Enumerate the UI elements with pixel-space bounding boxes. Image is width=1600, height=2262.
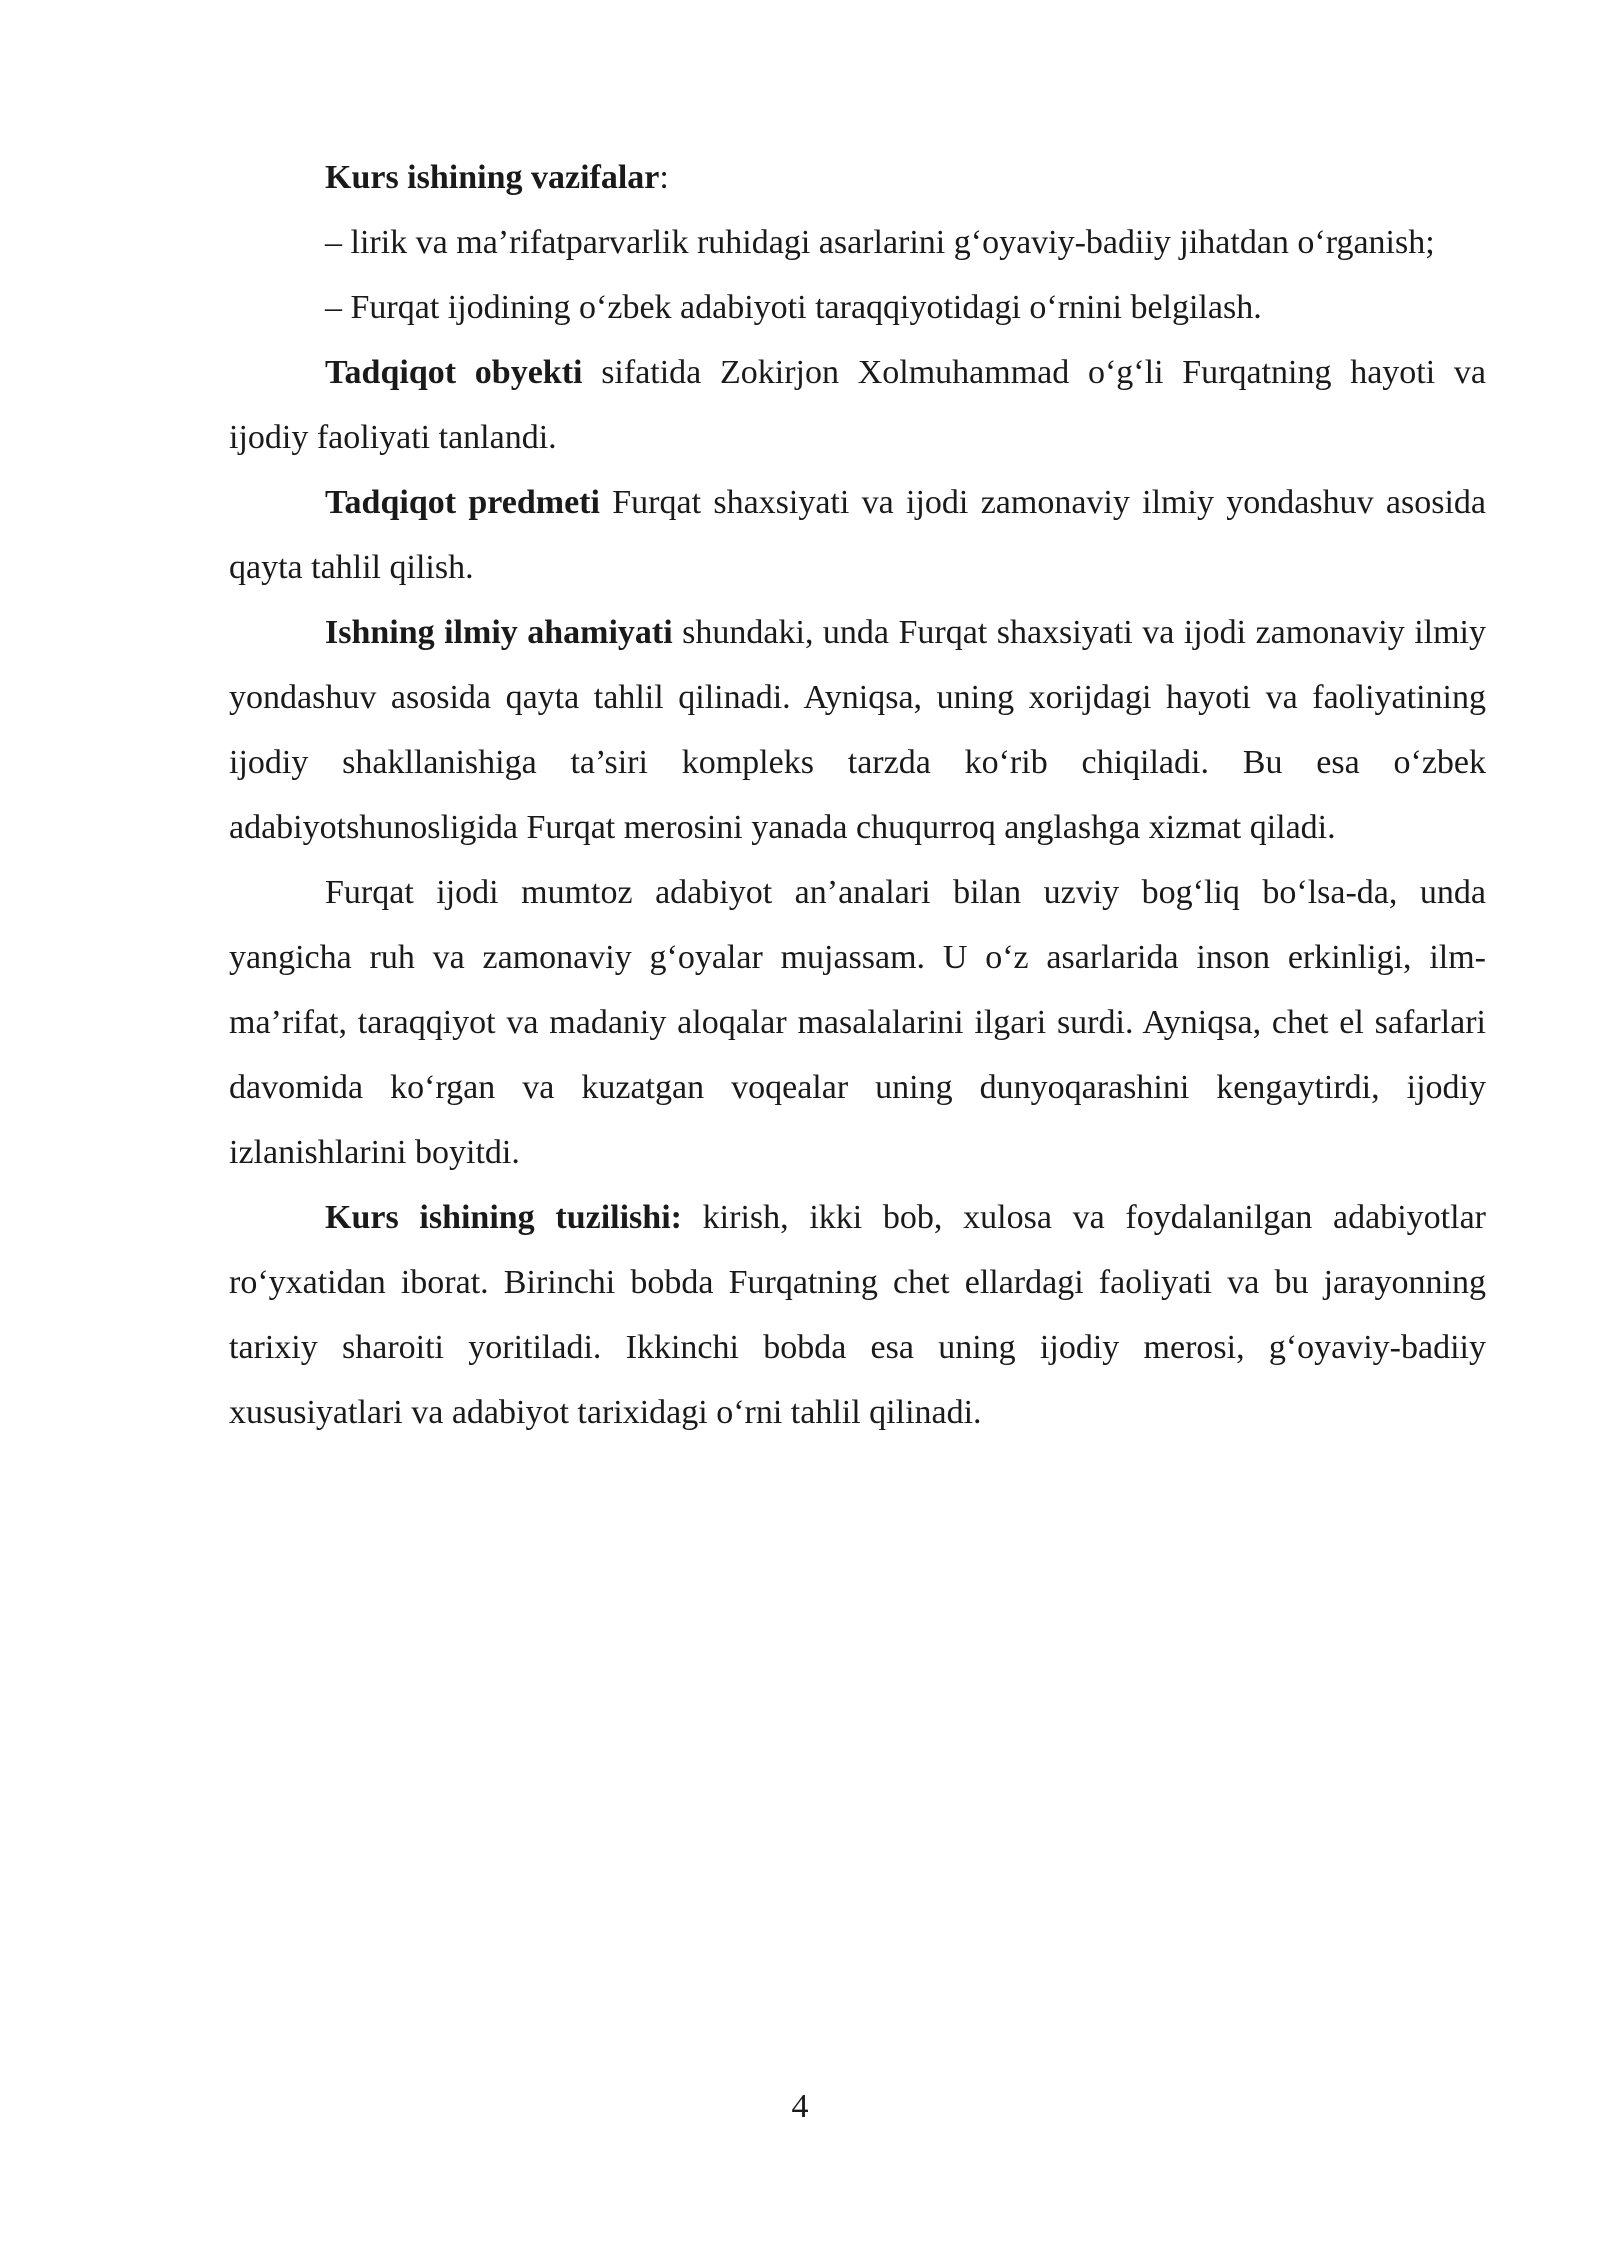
structure-label: Kurs ishining tuzilishi: <box>325 1199 682 1236</box>
research-subject-label: Tadqiqot predmeti <box>325 484 600 521</box>
structure-paragraph <box>229 1185 1486 1445</box>
research-object-paragraph <box>229 340 1486 470</box>
page-body <box>229 145 1486 1445</box>
scientific-significance-paragraph <box>229 600 1486 860</box>
structure-text: kirish, ikki bob, xulosa va foydalanilgan adabiyotlar ro‘yxatidan iborat. Birinchi bobda Furqatning chet ellardagi faoliyati va bu jarayonning tarixiy sharoiti yoritiladi. Ikkinchi bobda esa uning ijodiy merosi, g‘oyaviy-badiiy xususiyatlari va adabiyot tarixidagi o‘rni tahlil qilinadi. <box>229 1199 1486 1431</box>
tasks-heading-paragraph <box>229 145 1486 210</box>
page-number: 4 <box>791 2088 809 2125</box>
research-object-text: sifatida Zokirjon Xolmuhammad o‘g‘li Furqatning hayoti va ijodiy faoliyati tanlandi. <box>229 354 1486 456</box>
tasks-heading-colon: : <box>659 159 669 196</box>
scientific-significance-label: Ishning ilmiy ahamiyati <box>325 614 673 651</box>
scientific-significance-text: shundaki, unda Furqat shaxsiyati va ijodi zamonaviy ilmiy yondashuv asosida qayta tahlil qilinadi. Ayniqsa, uning xorijdagi hayoti va faoliyatining ijodiy shakllanishiga ta’siri kompleks tarzda ko‘rib chiqiladi. Bu esa o‘zbek adabiyotshunosligida Furqat merosini yanada chuqurroq anglashga xizmat qiladi. <box>229 614 1486 846</box>
research-subject-text: Furqat shaxsiyati va ijodi zamonaviy ilmiy yondashuv asosida qayta tahlil qilish. <box>229 484 1486 586</box>
task-item-1: – lirik va ma’rifatparvarlik ruhidagi asarlarini g‘oyaviy-badiiy jihatdan o‘rganish; <box>325 224 1435 261</box>
creativity-paragraph: Furqat ijodi mumtoz adabiyot an’analari bilan uzviy bog‘liq bo‘lsa-da, unda yangicha ruh va zamonaviy g‘oyalar mujassam. U o‘z asarlarida inson erkinligi, ilm-ma’rifat, taraqqiyot va madaniy aloqalar masalalarini ilgari surdi. Ayniqsa, chet el safarlari davomida ko‘rgan va kuzatgan voqealar uning dunyoqarashini kengaytirdi, ijodiy izlanishlarini boyitdi. <box>229 874 1486 1171</box>
tasks-heading: Kurs ishining vazifalar <box>325 159 660 196</box>
task-item-2: – Furqat ijodining o‘zbek adabiyoti taraqqiyotidagi o‘rnini belgilash. <box>325 289 1262 326</box>
research-object-label: Tadqiqot obyekti <box>325 354 583 391</box>
research-subject-paragraph <box>229 470 1486 600</box>
